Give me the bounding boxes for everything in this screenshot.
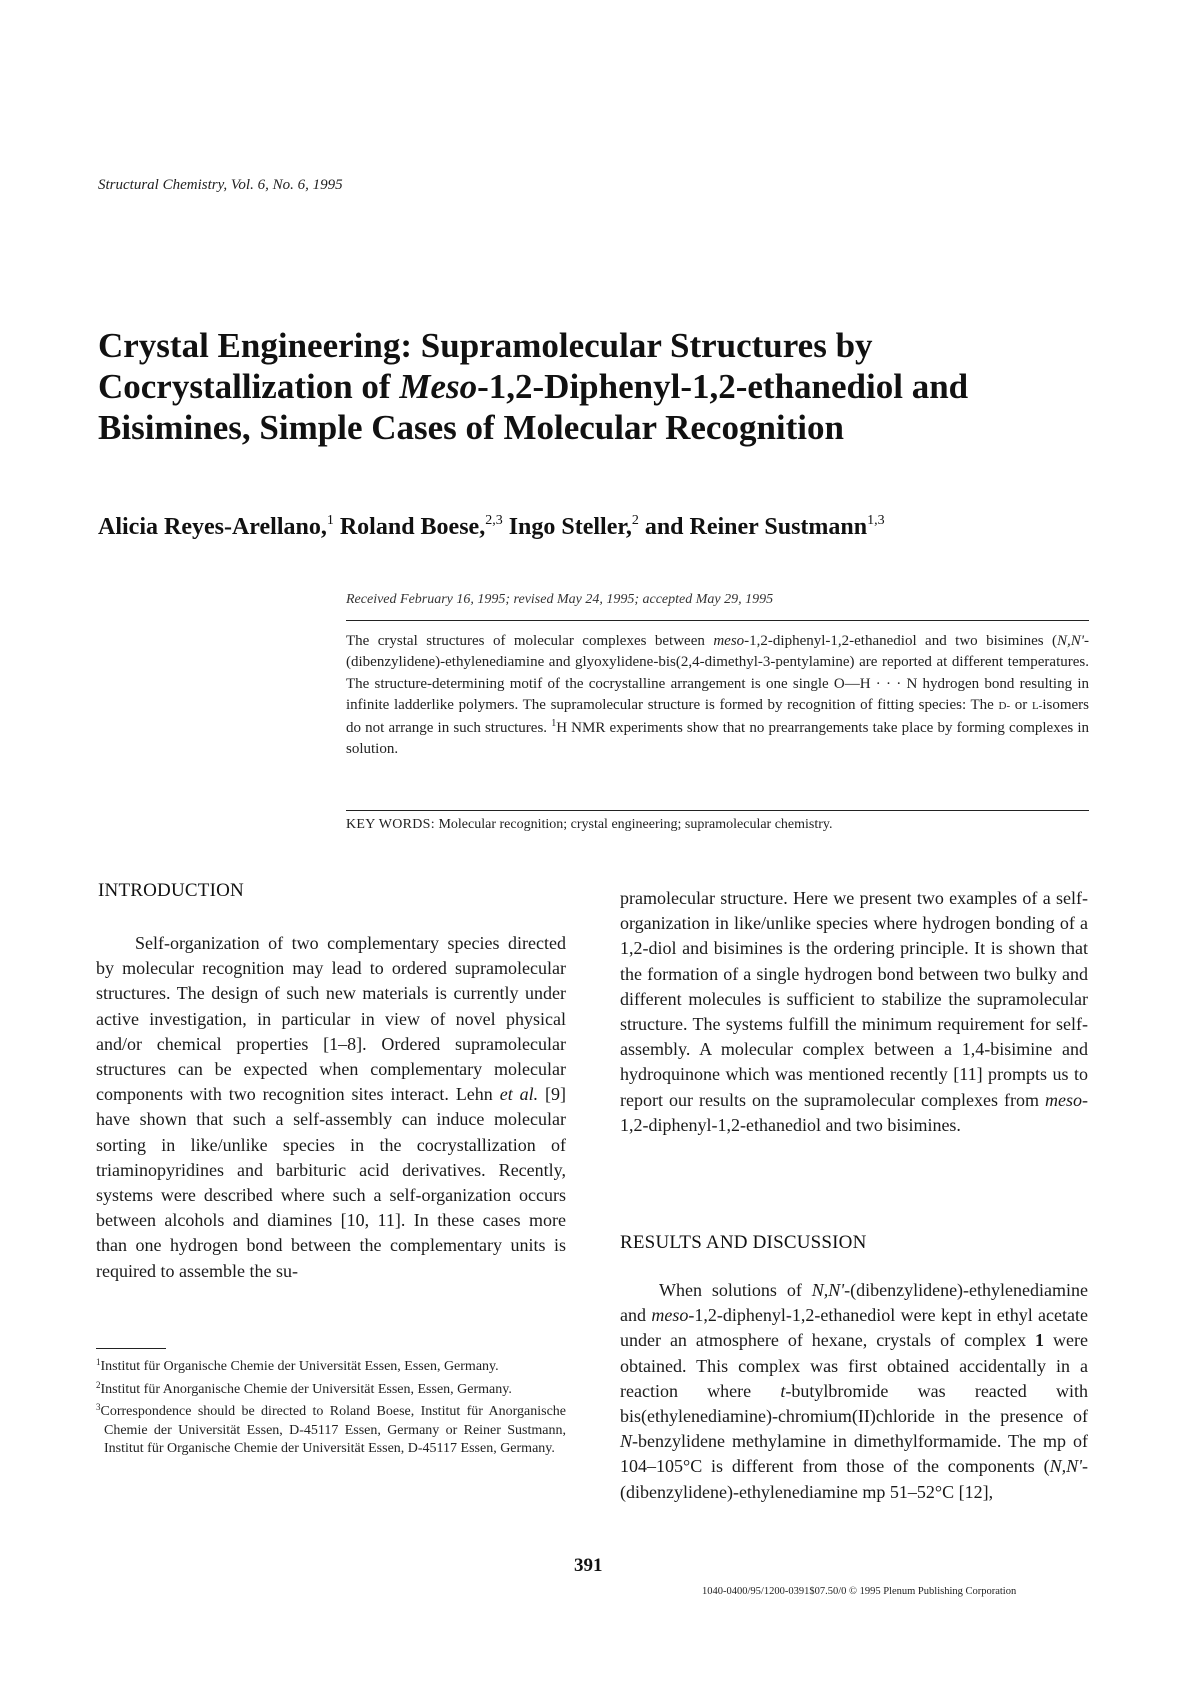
footnote-rule [96,1348,166,1349]
author-2-affil: 2,3 [485,513,503,528]
keywords [346,817,1089,833]
footnote-3-text: Correspondence should be directed to Roland Boese, Institut für Anorganische Chemie der Universität Essen, D-45117 Essen, Germany or Reiner Sustmann, Institut für Organische Chemie der Universität Essen, D-45117 Essen, Germany. [100,1404,566,1457]
author-list [98,512,1058,542]
intro-em-1: et al. [499,1084,539,1105]
abstract-em-2: N,N' [1057,633,1085,649]
introduction-column-left [96,931,566,1284]
received-dates: Received February 16, 1995; revised May 24, 1995; accepted May 29, 1995 [346,592,774,607]
results-text-b: -(dibenzylidene)-ethylenediamine and [620,1280,1088,1326]
title-line-1: Crystal Engineering: Supramolecular Structures by [98,326,873,365]
introduction-column-right [620,886,1088,1138]
results-text-g: -(dibenzylidene)-ethylenediamine mp 51–52°C [12], [620,1456,1088,1502]
abstract-bottom-rule [346,810,1089,811]
abstract-text-1: The crystal structures of molecular complexes between [346,633,714,649]
results-column [620,1278,1088,1505]
intro-text-3: pramolecular structure. Here we present two examples of a self-organization in like/unlike species where hydrogen bonding of a 1,2-diol and bisimines is the ordering principle. It is shown that the formation of a single hydrogen bond between two bulky and different molecules is sufficient to stabilize the supramolecular structure. The systems fulfill the minimum requirement for self-assembly. A molecular complex between a 1,4-bisimine and hydroquinone which was mentioned recently [11] prompts us to report our results on the supramolecular complexes from [620,888,1088,1110]
footnote-2 [96,1381,566,1400]
results-text-f: -benzylidene methylamine in dimethylformamide. The mp of 104–105°C is different from those of the components ( [620,1431,1088,1477]
results-text-d: were obtained. This complex was first obtained accidentally in a reaction where [620,1330,1088,1401]
abstract-text-3: -(dibenzylidene)-ethylenediamine and glyoxylidene-bis(2,4-dimethyl-3-pentylamine) are reported at different temperatures. The structure-determining motif of the cocrystalline arrangement is one single O—H · · · N hydrogen bond resulting in infinite ladderlike polymers. The supramolecular structure is formed by recognition of fitting species: The [346,633,1090,714]
introduction-paragraph-2 [620,886,1088,1138]
results-em-d: t [780,1380,786,1401]
footnote-1 [96,1358,566,1377]
abstract-smallcaps-l: L- [1031,700,1043,713]
results-bold-c: 1 [1035,1330,1045,1351]
results-text-e: -butylbromide was reacted with bis(ethylenediamine)-chromium(II)chloride in the presence of [620,1380,1088,1427]
intro-text-2: [9] have shown that such a self-assembly can induce molecular sorting in like/unlike species in the cocrystallization of triaminopyridines and barbituric acid derivatives. Recently, systems were described where such a self-organization occurs between alcohols and diamines [10, 11]. In these cases more than one hydrogen bond between the complementary units is required to assemble the su- [96,1084,566,1281]
keywords-label: KEY WORDS: [346,817,435,832]
introduction-heading: INTRODUCTION [98,880,244,901]
footnote-2-marker: 2 [96,1379,101,1390]
results-em-e: N [620,1431,633,1452]
results-em-b: meso [651,1305,689,1326]
results-em-f: N,N' [1049,1456,1082,1477]
introduction-paragraph-1 [96,931,566,1284]
footnotes [96,1358,566,1463]
title-line-2-post: -1,2-Diphenyl-1,2-ethanediol and [477,367,969,406]
abstract-text-2: -1,2-diphenyl-1,2-ethanediol and two bisimines ( [744,633,1058,649]
keywords-text: Molecular recognition; crystal engineering; supramolecular chemistry. [434,817,833,832]
footnote-3-marker: 3 [96,1402,101,1413]
abstract [346,631,1089,760]
abstract-smallcaps-d: D- [998,700,1011,713]
results-text-a: When solutions of [659,1280,812,1300]
results-paragraph-1 [620,1278,1088,1505]
journal-citation: Structural Chemistry, Vol. 6, No. 6, 1995 [98,177,343,193]
intro-text-4: -1,2-diphenyl-1,2-ethanediol and two bisimines. [620,1089,1088,1135]
article-title [98,325,1058,448]
abstract-text-6: H NMR experiments show that no prearrangements take place by forming complexes in solution. [346,719,1090,758]
title-line-3: Bisimines, Simple Cases of Molecular Recognition [98,408,844,447]
abstract-em-1: meso [713,633,745,649]
author-1: Alicia Reyes-Arellano, [98,514,327,540]
author-3-affil: 2 [631,513,639,528]
title-line-2-em: Meso [399,367,478,406]
footnote-1-text: Institut für Organische Chemie der Universität Essen, Essen, Germany. [100,1359,499,1374]
results-heading: RESULTS AND DISCUSSION [620,1232,867,1253]
title-line-2 [98,366,1058,407]
author-4: and Reiner Sustmann [638,514,868,540]
results-text-c: -1,2-diphenyl-1,2-ethanediol were kept in ethyl acetate under an atmosphere of hexane, crystals of complex [620,1305,1088,1351]
author-3: Ingo Steller, [502,514,632,540]
footnote-3 [96,1403,566,1459]
copyright-line: 1040-0400/95/1200-0391$07.50/0 © 1995 Plenum Publishing Corporation [702,1586,1017,1597]
intro-em-2: meso [1045,1089,1082,1110]
author-4-affil: 1,3 [867,513,885,528]
footnote-1-marker: 1 [96,1357,101,1367]
author-2: Roland Boese, [333,514,486,540]
abstract-top-rule [346,620,1089,621]
intro-text-1: Self-organization of two complementary species directed by molecular recognition may lead to ordered supramolecular structures. The design of such new materials is currently under active investigation, in particular in view of novel physical and/or chemical properties [1–8]. Ordered supramolecular structures can be expected when complementary molecular components with two recognition sites interact. Lehn [96,933,566,1105]
abstract-text-4: or [1010,697,1032,714]
author-1-affil: 1 [326,513,334,528]
abstract-text-5: isomers do not arrange in such structures. [346,697,1089,736]
abstract-sup: 1 [551,717,557,729]
footnote-2-text: Institut für Anorganische Chemie der Universität Essen, Essen, Germany. [100,1381,512,1397]
results-em-a: N,N' [811,1280,845,1300]
page-number: 391 [574,1555,603,1576]
title-line-2-pre: Cocrystallization of [98,367,400,406]
